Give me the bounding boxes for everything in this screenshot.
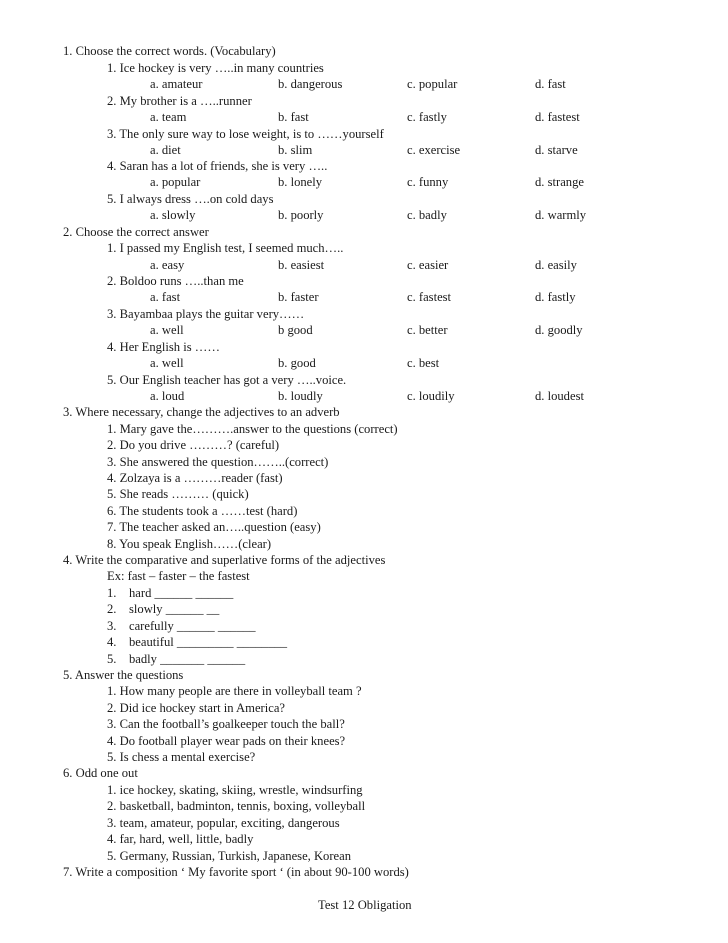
section-1-title: 1. Choose the correct words. (Vocabulary) bbox=[63, 44, 276, 58]
option-c: c. loudily bbox=[407, 389, 455, 403]
s5-item-4: 4. Do football player wear pads on their knees? bbox=[107, 734, 346, 748]
s3-item-4: 4. Zolzaya is a ………reader (fast) bbox=[107, 471, 283, 485]
option-d: d. warmly bbox=[535, 208, 587, 222]
section-6-title: 6. Odd one out bbox=[63, 766, 138, 780]
section-2-title: 2. Choose the correct answer bbox=[63, 225, 209, 239]
option-b: b. fast bbox=[278, 110, 309, 124]
section-5-title: 5. Answer the questions bbox=[63, 668, 184, 682]
item-text: slowly ______ __ bbox=[129, 602, 220, 616]
page-footer: Test 12 Obligation bbox=[318, 898, 412, 912]
option-c: c. funny bbox=[407, 175, 449, 189]
s1-options-2 bbox=[0, 109, 728, 125]
option-b: b good bbox=[278, 323, 313, 337]
option-c: c. badly bbox=[407, 208, 447, 222]
s1-question-2: 2. My brother is a …..runner bbox=[107, 94, 252, 108]
option-b: b. slim bbox=[278, 143, 313, 157]
item-number: 5. bbox=[107, 652, 117, 666]
s3-item-3: 3. She answered the question……..(correct) bbox=[107, 455, 329, 469]
item-number: 4. bbox=[107, 635, 117, 649]
option-a: a. fast bbox=[150, 290, 181, 304]
option-b: b. good bbox=[278, 356, 316, 370]
option-c: c. fastest bbox=[407, 290, 452, 304]
option-c: c. exercise bbox=[407, 143, 461, 157]
item-text: beautiful _________ ________ bbox=[129, 635, 288, 649]
s3-item-6: 6. The students took a ……test (hard) bbox=[107, 504, 298, 518]
section-7-title: 7. Write a composition ‘ My favorite sport ‘ (in about 90-100 words) bbox=[63, 865, 409, 879]
option-a: a. diet bbox=[150, 143, 181, 157]
item-number: 3. bbox=[107, 619, 117, 633]
s4-item-2 bbox=[107, 601, 219, 617]
s1-options-3 bbox=[0, 142, 728, 158]
s1-options-4 bbox=[0, 174, 728, 190]
item-number: 2. bbox=[107, 602, 117, 616]
item-text: hard ______ ______ bbox=[129, 586, 234, 600]
option-b: b. loudly bbox=[278, 389, 323, 403]
option-b: b. dangerous bbox=[278, 77, 343, 91]
option-b: b. poorly bbox=[278, 208, 324, 222]
s1-options-5 bbox=[0, 207, 728, 223]
section-3-title: 3. Where necessary, change the adjectives to an adverb bbox=[63, 405, 340, 419]
s4-item-1 bbox=[107, 585, 233, 601]
option-a: a. team bbox=[150, 110, 187, 124]
s3-item-7: 7. The teacher asked an…..question (easy) bbox=[107, 520, 321, 534]
s1-question-3: 3. The only sure way to lose weight, is to ……yourself bbox=[107, 127, 384, 141]
s6-item-5: 5. Germany, Russian, Turkish, Japanese, Korean bbox=[107, 849, 352, 863]
option-b: b. easiest bbox=[278, 258, 325, 272]
s4-item-3 bbox=[107, 618, 256, 634]
option-d: d. fastest bbox=[535, 110, 580, 124]
option-d: d. fast bbox=[535, 77, 566, 91]
s2-question-5: 5. Our English teacher has got a very …..voice. bbox=[107, 373, 347, 387]
s2-question-2: 2. Boldoo runs …..than me bbox=[107, 274, 244, 288]
option-c: c. best bbox=[407, 356, 440, 370]
option-d: d. loudest bbox=[535, 389, 584, 403]
option-c: c. easier bbox=[407, 258, 449, 272]
option-c: c. better bbox=[407, 323, 448, 337]
option-d: d. goodly bbox=[535, 323, 583, 337]
section-4-title: 4. Write the comparative and superlative forms of the adjectives bbox=[63, 553, 386, 567]
s3-item-1: 1. Mary gave the……….answer to the questions (correct) bbox=[107, 422, 398, 436]
option-b: b. faster bbox=[278, 290, 319, 304]
option-d: d. fastly bbox=[535, 290, 576, 304]
s2-question-3: 3. Bayambaa plays the guitar very…… bbox=[107, 307, 305, 321]
s1-question-5: 5. I always dress ….on cold days bbox=[107, 192, 274, 206]
item-number: 1. bbox=[107, 586, 117, 600]
item-text: badly _______ ______ bbox=[129, 652, 246, 666]
option-a: a. well bbox=[150, 356, 184, 370]
option-c: c. fastly bbox=[407, 110, 447, 124]
s3-item-8: 8. You speak English……(clear) bbox=[107, 537, 272, 551]
item-text: carefully ______ ______ bbox=[129, 619, 256, 633]
s4-example: Ex: fast – faster – the fastest bbox=[107, 569, 250, 583]
s6-item-1: 1. ice hockey, skating, skiing, wrestle, windsurfing bbox=[107, 783, 363, 797]
s1-question-4: 4. Saran has a lot of friends, she is very ….. bbox=[107, 159, 328, 173]
s5-item-1: 1. How many people are there in volleyball team ? bbox=[107, 684, 362, 698]
s6-item-3: 3. team, amateur, popular, exciting, dangerous bbox=[107, 816, 340, 830]
option-a: a. popular bbox=[150, 175, 201, 189]
s2-options-1 bbox=[0, 257, 728, 273]
option-c: c. popular bbox=[407, 77, 458, 91]
s2-options-4 bbox=[0, 355, 728, 371]
option-d: d. strange bbox=[535, 175, 584, 189]
option-a: a. amateur bbox=[150, 77, 203, 91]
s6-item-2: 2. basketball, badminton, tennis, boxing, volleyball bbox=[107, 799, 366, 813]
option-d: d. starve bbox=[535, 143, 578, 157]
option-b: b. lonely bbox=[278, 175, 323, 189]
s5-item-3: 3. Can the football’s goalkeeper touch the ball? bbox=[107, 717, 345, 731]
option-d: d. easily bbox=[535, 258, 577, 272]
s4-item-5 bbox=[107, 651, 245, 667]
s2-question-1: 1. I passed my English test, I seemed much….. bbox=[107, 241, 344, 255]
s5-item-2: 2. Did ice hockey start in America? bbox=[107, 701, 285, 715]
s1-question-1: 1. Ice hockey is very …..in many countries bbox=[107, 61, 324, 75]
s2-options-2 bbox=[0, 289, 728, 305]
option-a: a. slowly bbox=[150, 208, 196, 222]
s3-item-2: 2. Do you drive ………? (careful) bbox=[107, 438, 280, 452]
s2-options-5 bbox=[0, 388, 728, 404]
s1-options-1 bbox=[0, 76, 728, 92]
s4-item-4 bbox=[107, 634, 287, 650]
s2-question-4: 4. Her English is …… bbox=[107, 340, 220, 354]
option-a: a. well bbox=[150, 323, 184, 337]
s5-item-5: 5. Is chess a mental exercise? bbox=[107, 750, 256, 764]
option-a: a. loud bbox=[150, 389, 185, 403]
s6-item-4: 4. far, hard, well, little, badly bbox=[107, 832, 254, 846]
s2-options-3 bbox=[0, 322, 728, 338]
s3-item-5: 5. She reads ……… (quick) bbox=[107, 487, 249, 501]
option-a: a. easy bbox=[150, 258, 185, 272]
